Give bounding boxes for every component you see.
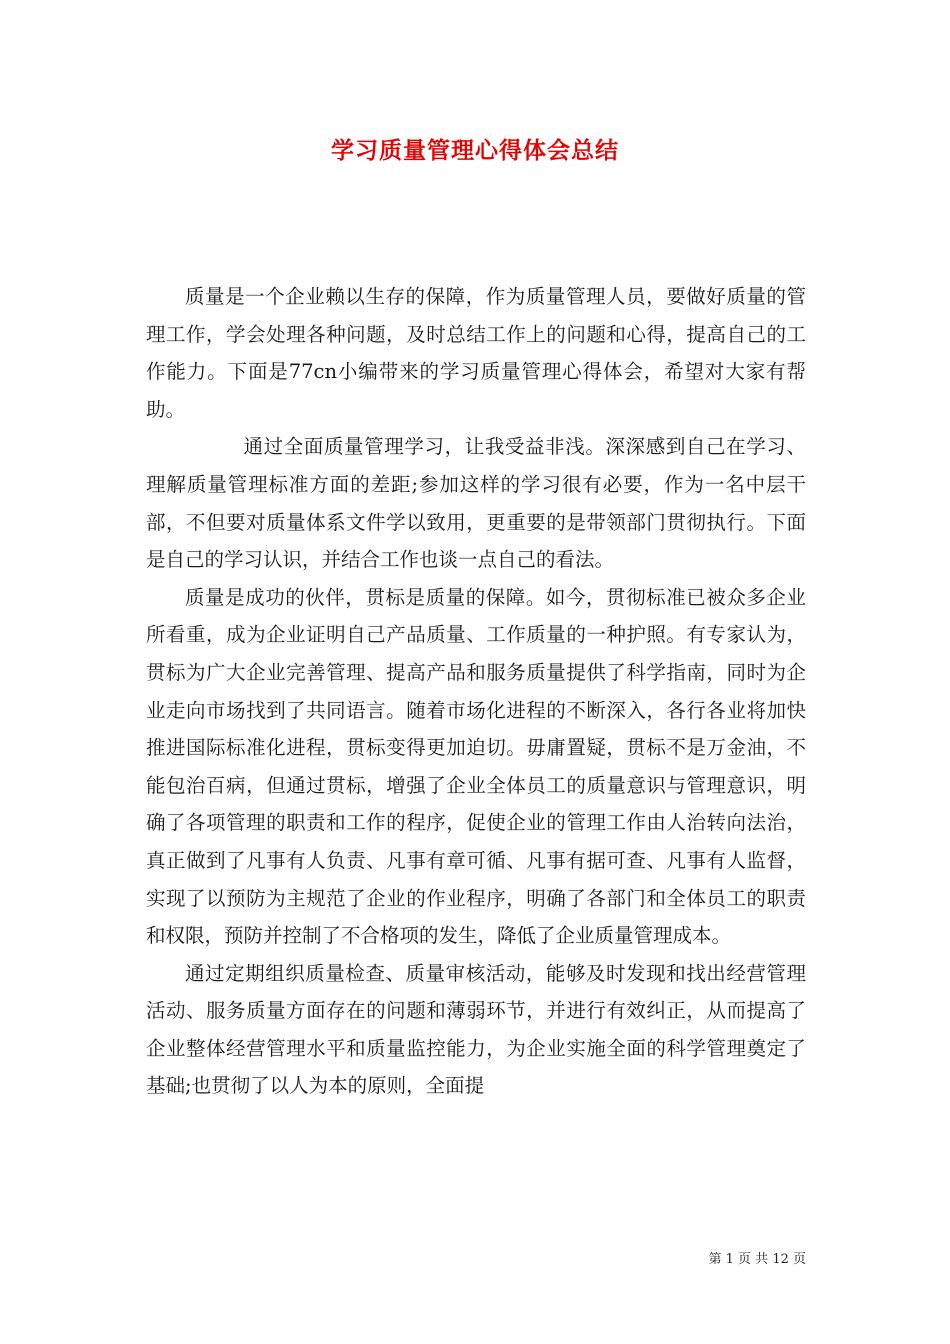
- page-number: 第 1 页 共 12 页: [708, 1252, 806, 1267]
- paragraph-intro: 质量是一个企业赖以生存的保障，作为质量管理人员，要做好质量的管理工作，学会处理各种问题，及时总结工作上的问题和心得，提高自己的工作能力。下面是77cn小编带来的学习质量管理心得体会，希望对大家有帮助。: [146, 285, 806, 421]
- paragraph-inspection: 通过定期组织质量检查、质量审核活动，能够及时发现和找出经营管理活动、服务质量方面存在的问题和薄弱环节，并进行有效纠正，从而提高了企业整体经营管理水平和质量监控能力，为企业实施全面的科学管理奠定了基础;也贯彻了以人为本的原则，全面提: [146, 961, 806, 1098]
- document-title: 学习质量管理心得体会总结: [331, 137, 619, 164]
- paragraph-standards: 质量是成功的伙伴，贯标是质量的保障。如今，贯彻标准已被众多企业所看重，成为企业证明自己产品质量、工作质量的一种护照。有专家认为，贯标为广大企业完善管理、提高产品和服务质量提供了科学指南，同时为企业走向市场找到了共同语言。随着市场化进程的不断深入，各行各业将加快推进国际标准化进程，贯标变得更加迫切。毋庸置疑，贯标不是万金油，不能包治百病，但通过贯标，增强了企业全体员工的质量意识与管理意识，明确了各项管理的职责和工作的程序，促使企业的管理工作由人治转向法治，真正做到了凡事有人负责、凡事有章可循、凡事有据可查、凡事有人监督，实现了以预防为主规范了企业的作业程序，明确了各部门和全体员工的职责和权限，预防并控制了不合格项的发生，降低了企业质量管理成本。: [146, 585, 806, 948]
- paragraph-learning: 通过全面质量管理学习，让我受益非浅。深深感到自己在学习、理解质量管理标准方面的差距;参加这样的学习很有必要，作为一名中层干部，不但要对质量体系文件学以致用，更重要的是带领部门贯彻执行。下面是自己的学习认识，并结合工作也谈一点自己的看法。: [146, 435, 806, 572]
- document-body: [146, 278, 806, 1105]
